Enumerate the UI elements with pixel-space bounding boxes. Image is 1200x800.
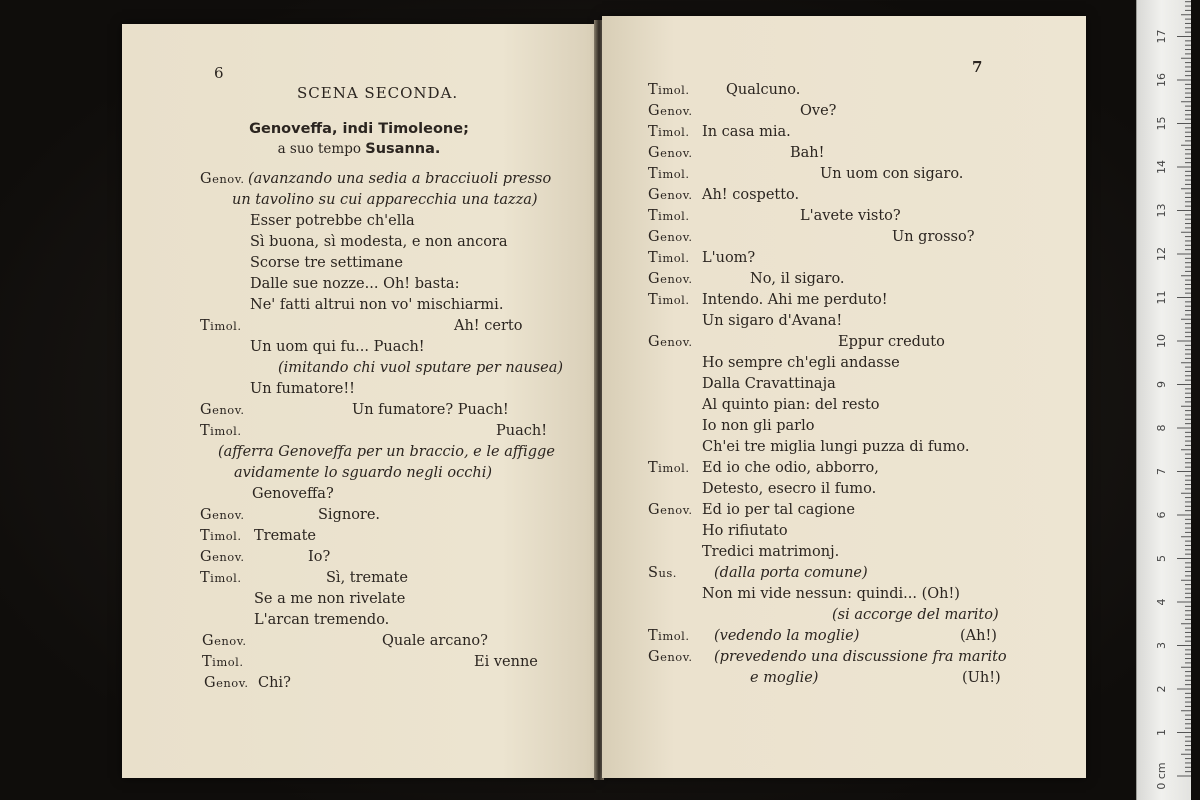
scene-subheading <box>122 141 596 157</box>
ruler-label: 3 <box>1155 642 1168 649</box>
speaker: Genov. <box>648 229 693 245</box>
ruler-label: 9 <box>1155 381 1168 388</box>
ruler-label: 2 <box>1155 685 1168 693</box>
line-text: Chi? <box>258 675 291 691</box>
line-text: Ch'ei tre miglia lungi puzza di fumo. <box>702 439 970 455</box>
ruler-label: 8 <box>1155 424 1168 432</box>
speaker: Timol. <box>200 318 242 334</box>
speaker: Genov. <box>648 271 693 287</box>
line-text: (Uh!) <box>962 670 1001 686</box>
speaker: Timol. <box>648 124 690 140</box>
line-text: Io non gli parlo <box>702 418 815 434</box>
line-text: Ah! certo <box>454 318 523 334</box>
line-text: Dalle sue nozze... Oh! basta: <box>250 276 460 292</box>
ruler-label: 10 <box>1155 334 1168 348</box>
ruler-label: 15 <box>1155 116 1168 131</box>
line-text: Esser potrebbe ch'ella <box>250 213 415 229</box>
left-page-number: 6 <box>214 64 224 82</box>
line-text: Un fumatore? Puach! <box>352 402 509 418</box>
speaker: Timol. <box>648 250 690 266</box>
speaker: Sus. <box>648 565 677 581</box>
speaker: Timol. <box>648 292 690 308</box>
line-text: avidamente lo sguardo negli occhi) <box>234 465 493 481</box>
line-text: Puach! <box>496 423 548 439</box>
ruler-label: 6 <box>1155 511 1168 519</box>
subheading-prefix: a suo tempo <box>277 141 361 157</box>
measurement-ruler <box>1136 0 1191 800</box>
line-text: Un fumatore!! <box>250 381 355 397</box>
line-text: L'avete visto? <box>800 208 901 224</box>
subheading-name: Susanna. <box>365 141 441 157</box>
line-text: Non mi vide nessun: quindi... (Oh!) <box>702 586 960 602</box>
line-text: Io? <box>308 549 331 565</box>
line-text: un tavolino su cui apparecchia una tazza) <box>232 192 538 208</box>
ruler-label: 12 <box>1155 247 1168 261</box>
line-text: Genoveffa? <box>252 486 334 502</box>
line-text: Ove? <box>800 103 837 119</box>
line-text: Ah! cospetto. <box>702 187 800 203</box>
speaker: Timol. <box>200 528 242 544</box>
line-text: (prevedendo una discussione fra marito <box>714 649 1007 665</box>
line-text: Eppur creduto <box>838 334 945 350</box>
ruler-label: 13 <box>1155 203 1168 218</box>
speaker: Timol. <box>648 82 690 98</box>
line-text: e moglie) <box>750 670 819 686</box>
line-text: Bah! <box>790 145 825 161</box>
ruler-label: 0 cm <box>1155 762 1168 790</box>
line-text: Scorse tre settimane <box>250 255 403 271</box>
line-text: Quale arcano? <box>382 633 488 649</box>
speaker: Genov. <box>200 549 245 565</box>
speaker: Timol. <box>648 208 690 224</box>
line-text: Sì buona, sì modesta, e non ancora <box>250 234 508 250</box>
right-page-number: 7 <box>972 58 983 76</box>
ruler-label: 11 <box>1155 290 1168 305</box>
ruler-label: 1 <box>1155 729 1168 736</box>
line-text: Tredici matrimonj. <box>702 544 840 560</box>
ruler-label: 14 <box>1155 160 1168 174</box>
line-text: Sì, tremate <box>326 570 408 586</box>
speaker: Genov. <box>200 402 245 418</box>
speaker: Timol. <box>200 423 242 439</box>
speaker: Genov. <box>648 502 693 518</box>
line-text: Ed io che odio, abborro, <box>702 460 879 476</box>
line-text: Ed io per tal cagione <box>702 502 855 518</box>
line-text: (afferra Genoveffa per un braccio, e le affigge <box>218 444 555 460</box>
line-text: Un grosso? <box>892 229 975 245</box>
scene-title: SCENA SECONDA. <box>297 84 459 102</box>
line-text: Qualcuno. <box>726 82 801 98</box>
line-text: (vedendo la moglie) <box>714 628 860 644</box>
speaker: Timol. <box>648 460 690 476</box>
speaker: Genov. <box>200 507 245 523</box>
line-text: Intendo. Ahi me perduto! <box>702 292 888 308</box>
line-text: Ho rifiutato <box>702 523 788 539</box>
line-text: Al quinto pian: del resto <box>702 397 880 413</box>
scene-heading: Genoveffa, indi Timoleone; <box>249 121 469 137</box>
speaker: Timol. <box>202 654 244 670</box>
line-text: Un uom qui fu... Puach! <box>250 339 425 355</box>
line-text: Signore. <box>318 507 381 523</box>
line-text: (imitando chi vuol sputare per nausea) <box>278 360 564 376</box>
right-page <box>602 16 1086 778</box>
line-text: Dalla Cravattinaja <box>702 376 836 392</box>
ruler-label: 4 <box>1155 598 1168 606</box>
line-text: (Ah!) <box>960 628 997 644</box>
line-text: Un uom con sigaro. <box>820 166 964 182</box>
line-text: L'uom? <box>702 250 756 266</box>
ruler-label: 17 <box>1155 29 1168 44</box>
line-text: (si accorge del marito) <box>832 607 999 623</box>
line-text: L'arcan tremendo. <box>254 612 390 628</box>
left-page <box>122 24 596 778</box>
speaker: Genov. <box>648 649 693 665</box>
line-text: No, il sigaro. <box>750 271 845 287</box>
line-text: (dalla porta comune) <box>714 565 868 581</box>
line-text: Ne' fatti altrui non vo' mischiarmi. <box>250 297 504 313</box>
speaker: Genov. <box>648 187 693 203</box>
ruler-scale <box>1137 0 1191 800</box>
line-text: Un sigaro d'Avana! <box>702 313 843 329</box>
ruler-label: 16 <box>1155 73 1168 87</box>
ruler-label: 7 <box>1155 468 1168 475</box>
speaker: Genov. <box>648 145 693 161</box>
speaker: Genov. <box>202 633 247 649</box>
line-text: (avanzando una sedia a bracciuoli presso <box>248 171 552 187</box>
speaker: Genov. <box>204 675 249 691</box>
speaker: Genov. <box>648 103 693 119</box>
ruler-label: 5 <box>1155 555 1168 562</box>
speaker: Timol. <box>648 628 690 644</box>
line-text: In casa mia. <box>702 124 791 140</box>
line-text: Detesto, esecro il fumo. <box>702 481 877 497</box>
line-text: Tremate <box>254 528 316 544</box>
speaker: Genov. <box>648 334 693 350</box>
line-text: Se a me non rivelate <box>254 591 406 607</box>
speaker: Timol. <box>648 166 690 182</box>
line-text: Ho sempre ch'egli andasse <box>702 355 900 371</box>
line-text: Ei venne <box>474 654 538 670</box>
speaker: Genov. <box>200 171 245 187</box>
speaker: Timol. <box>200 570 242 586</box>
